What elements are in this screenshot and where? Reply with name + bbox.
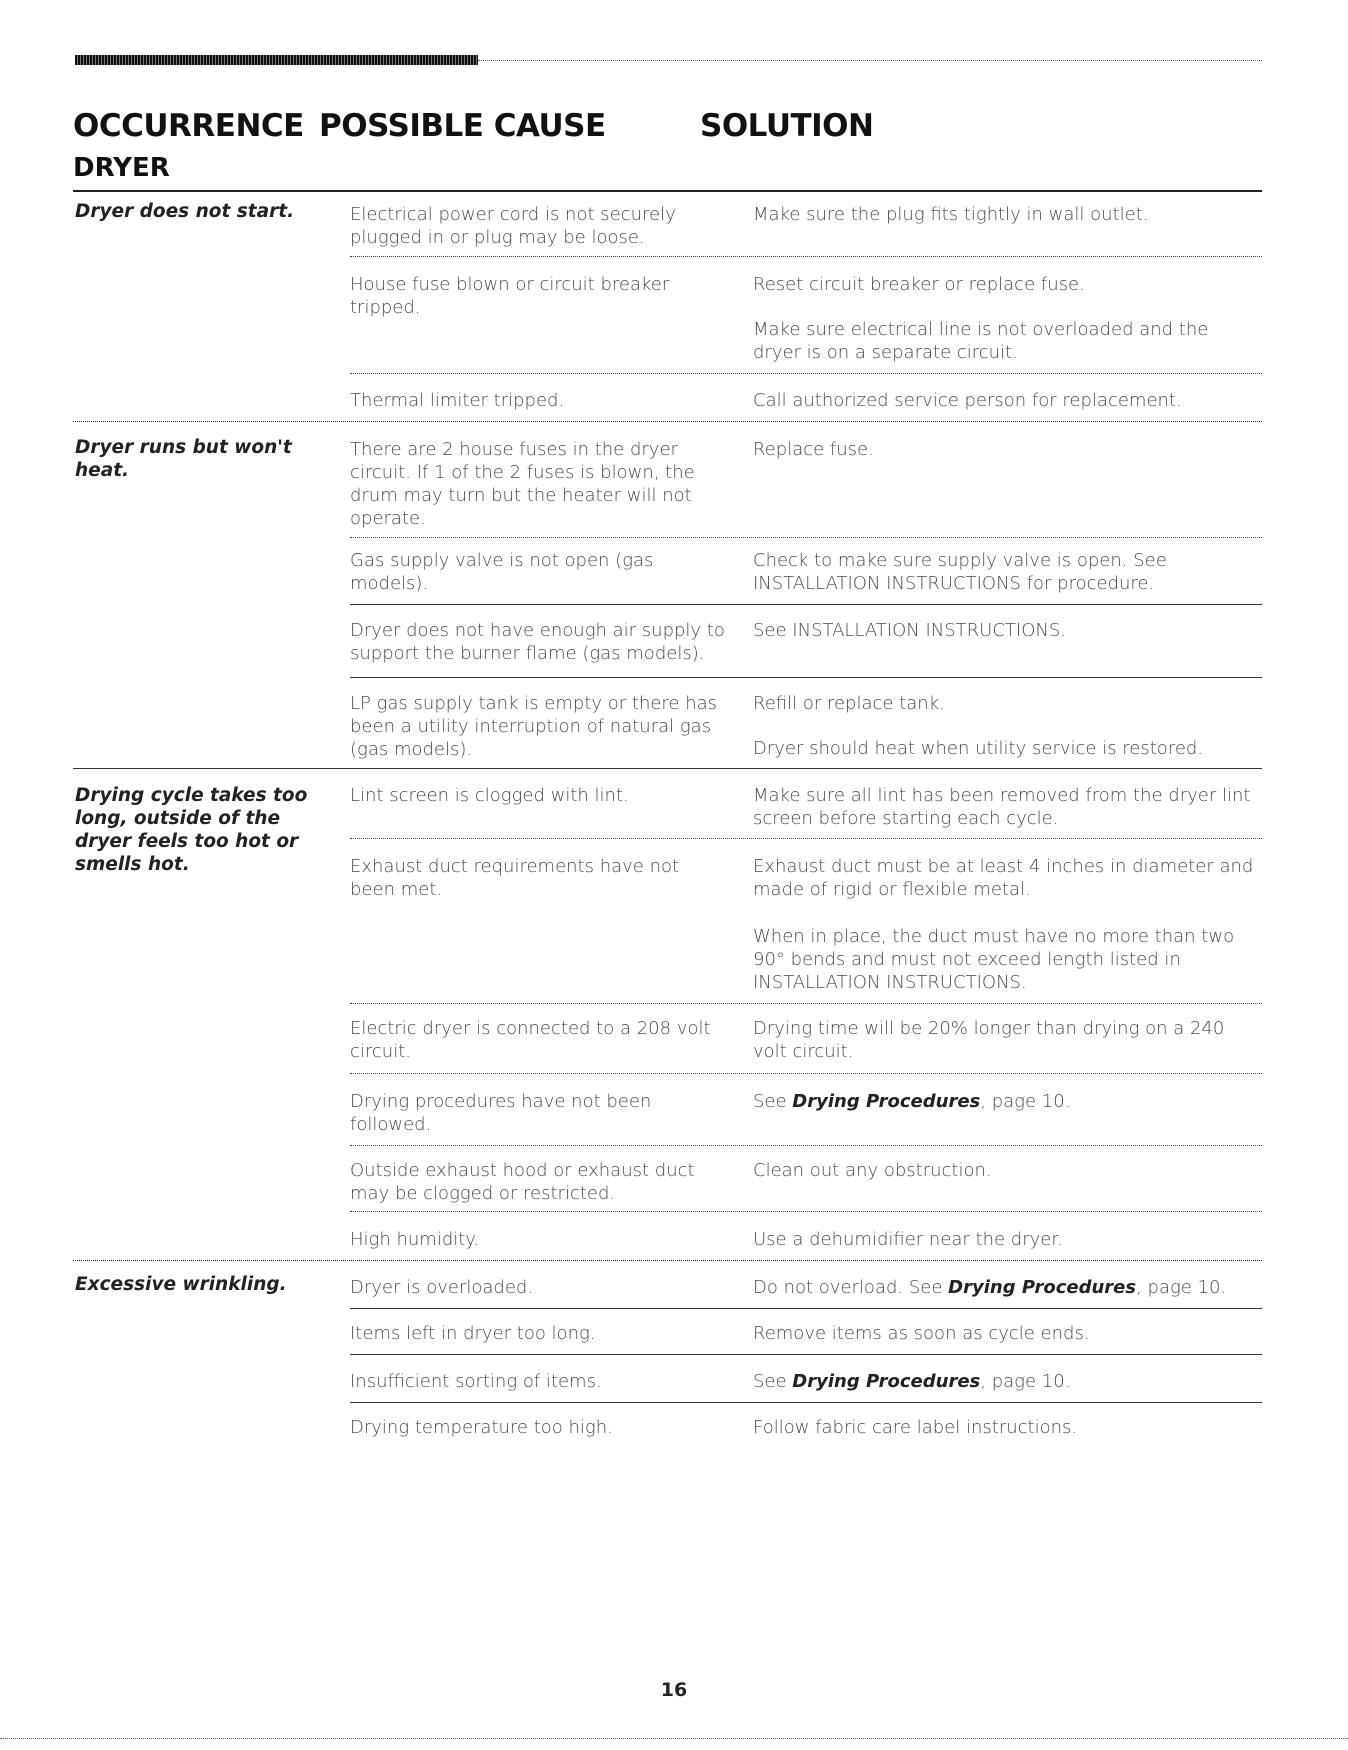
occurrence-not-start: Dryer does not start. — [75, 201, 295, 222]
solution-prefix: See — [753, 1371, 793, 1392]
header-possible-cause: POSSIBLE CAUSE — [319, 108, 606, 144]
row-divider — [350, 373, 1262, 374]
row-divider — [350, 256, 1262, 257]
cause-text: Electrical power cord is not securely plugged in or plug may be loose. — [350, 204, 676, 248]
solution-text — [753, 1370, 1255, 1393]
solution-suffix: , page 10. — [1136, 1277, 1227, 1298]
occurrence-wrinkling: Excessive wrinkling. — [75, 1274, 287, 1295]
solution-text: Make sure the plug fits tightly in wall outlet. — [753, 204, 1149, 225]
cause-text: Exhaust duct requirements have not been met. — [350, 856, 680, 900]
row-divider — [350, 1354, 1262, 1355]
solution-text — [753, 1276, 1255, 1299]
bottom-rule — [0, 1738, 1348, 1739]
row-divider — [350, 604, 1262, 605]
section-divider — [73, 1260, 1262, 1261]
cause-text: Thermal limiter tripped. — [350, 390, 565, 411]
solution-text: Exhaust duct must be at least 4 inches in diameter and made of rigid or flexible metal. — [753, 856, 1254, 900]
row-divider — [350, 1308, 1262, 1309]
solution-prefix: See — [753, 1091, 793, 1112]
solution-text: Replace fuse. — [753, 439, 874, 460]
solution-text: Drying time will be 20% longer than drying on a 240 volt circuit. — [753, 1018, 1225, 1062]
section-divider — [73, 768, 1262, 769]
solution-text: Call authorized service person for replacement. — [753, 390, 1182, 411]
occurrence-no-heat: Dryer runs but won't heat. — [75, 437, 292, 481]
solution-text: Reset circuit breaker or replace fuse. — [753, 274, 1085, 295]
header-solution: SOLUTION — [700, 108, 874, 144]
solution-text: Remove items as soon as cycle ends. — [753, 1323, 1090, 1344]
cause-text: Dryer is overloaded. — [350, 1277, 534, 1298]
cause-text: High humidity. — [350, 1229, 480, 1250]
cause-text: Outside exhaust hood or exhaust duct may be clogged or restricted. — [350, 1160, 695, 1204]
row-divider — [350, 1211, 1262, 1212]
header-rule — [73, 190, 1262, 192]
solution-text — [753, 1090, 1255, 1113]
row-divider — [350, 677, 1262, 678]
cause-text: LP gas supply tank is empty or there has been a utility interruption of natural gas (gas models). — [350, 693, 718, 760]
row-divider — [350, 1402, 1262, 1403]
section-title-dryer: DRYER — [73, 153, 170, 183]
row-divider — [350, 1003, 1262, 1004]
section-divider — [73, 421, 1262, 422]
solution-text: Dryer should heat when utility service is restored. — [753, 738, 1204, 759]
cause-text: Items left in dryer too long. — [350, 1323, 596, 1344]
solution-suffix: , page 10. — [980, 1371, 1071, 1392]
solution-text: Clean out any obstruction. — [753, 1160, 992, 1181]
row-divider — [350, 1145, 1262, 1146]
solution-text: See INSTALLATION INSTRUCTIONS. — [753, 620, 1066, 641]
occurrence-long-cycle: Drying cycle takes too long, outside of the dryer feels too hot or smells hot. — [75, 785, 308, 875]
solution-text: Follow fabric care label instructions. — [753, 1417, 1078, 1438]
cause-text: Drying temperature too high. — [350, 1417, 613, 1438]
solution-prefix: Do not overload. See — [753, 1277, 949, 1298]
cause-text: Electric dryer is connected to a 208 volt circuit. — [350, 1018, 711, 1062]
solution-text: Make sure electrical line is not overloaded and the dryer is on a separate circuit. — [753, 319, 1209, 363]
solution-suffix: , page 10. — [980, 1091, 1071, 1112]
cause-text: Insufficient sorting of items. — [350, 1371, 602, 1392]
cause-text: Dryer does not have enough air supply to support the burner flame (gas models). — [350, 620, 725, 664]
cause-text: Gas supply valve is not open (gas models). — [350, 550, 654, 594]
solution-text: When in place, the duct must have no more than two 90° bends and must not exceed length listed in INSTALLATION INSTRUCTIONS. — [753, 926, 1235, 993]
drying-procedures-reference: Drying Procedures — [948, 1277, 1137, 1298]
solution-text: Make sure all lint has been removed from the dryer lint screen before starting each cycle. — [753, 785, 1251, 829]
drying-procedures-reference: Drying Procedures — [792, 1371, 981, 1392]
row-divider — [350, 537, 1262, 538]
top-decorative-bar — [75, 55, 1262, 65]
page-number: 16 — [660, 1679, 688, 1701]
cause-text: There are 2 house fuses in the dryer circuit. If 1 of the 2 fuses is blown, the drum may turn but the heater will not operate. — [350, 439, 695, 529]
row-divider — [350, 1073, 1262, 1074]
solution-text: Check to make sure supply valve is open. See INSTALLATION INSTRUCTIONS for procedure. — [753, 550, 1167, 594]
solution-text: Refill or replace tank. — [753, 693, 945, 714]
cause-text: Drying procedures have not been followed. — [350, 1091, 652, 1135]
drying-procedures-reference: Drying Procedures — [792, 1091, 981, 1112]
cause-text: Lint screen is clogged with lint. — [350, 785, 629, 806]
cause-text: House fuse blown or circuit breaker tripped. — [350, 274, 670, 318]
row-divider — [350, 838, 1262, 839]
solution-text: Use a dehumidifier near the dryer. — [753, 1229, 1063, 1250]
header-occurrence: OCCURRENCE — [73, 108, 304, 144]
